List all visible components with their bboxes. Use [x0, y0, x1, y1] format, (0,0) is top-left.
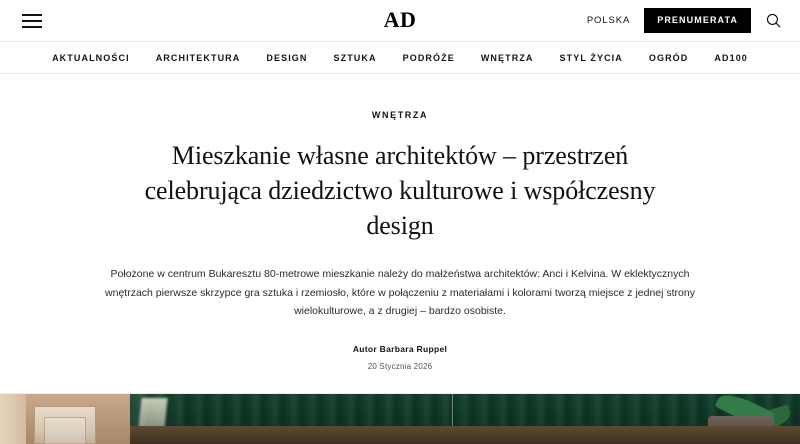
nav-item-architektura[interactable]: ARCHITEKTURA: [155, 52, 241, 63]
locale-selector[interactable]: POLSKA: [586, 15, 631, 26]
article-header: [0, 74, 800, 371]
hero-door: [34, 406, 96, 444]
site-logo: AD: [383, 7, 417, 32]
hero-left-wall: [0, 394, 130, 444]
hero-floor: [130, 426, 800, 444]
nav-item-ad100[interactable]: AD100: [714, 52, 748, 63]
top-bar: [0, 0, 800, 41]
nav-item-aktualnosci[interactable]: AKTUALNOŚCI: [52, 52, 130, 63]
nav-item-podroze[interactable]: PODRÓŻE: [402, 52, 455, 63]
nav-item-styl-zycia[interactable]: STYL ŻYCIA: [559, 52, 623, 63]
hero-door-panel: [44, 417, 86, 444]
search-icon[interactable]: [765, 12, 782, 29]
nav-item-design[interactable]: DESIGN: [266, 52, 308, 63]
subscribe-button[interactable]: PRENUMERATA: [644, 8, 751, 33]
top-bar-actions: [587, 8, 786, 33]
hero-image: [0, 393, 800, 444]
primary-nav: [0, 41, 800, 74]
nav-item-ogrod[interactable]: OGRÓD: [648, 52, 689, 63]
hamburger-line: [22, 14, 42, 16]
article-kicker[interactable]: WNĘTRZA: [371, 110, 429, 120]
nav-item-wnetrza[interactable]: WNĘTRZA: [480, 52, 534, 63]
hamburger-icon[interactable]: [22, 14, 42, 28]
hamburger-line: [22, 20, 42, 22]
hamburger-line: [22, 26, 42, 28]
nav-item-sztuka[interactable]: SZTUKA: [333, 52, 377, 63]
article-byline: Autor Barbara Ruppel: [352, 344, 448, 355]
article-publish-date: 20 Stycznia 2026: [367, 362, 433, 372]
article-standfirst: Położone w centrum Bukaresztu 80-metrowe mieszkanie należy do małżeństwa architektów: Anci i Kelvina. W eklektycznych wnętrzach pierwsze skrzypce gra sztuka i rzemiosło, które w połączeniu z materiałami i kolorami tworzą miejsce z jednej strony wielokulturowe, a z drugiej – bardzo osobiste.: [105, 268, 695, 318]
page-title: Mieszkanie własne architektów – przestrzeń celebrująca dziedzictwo kulturowe i współczesny design: [144, 141, 656, 241]
